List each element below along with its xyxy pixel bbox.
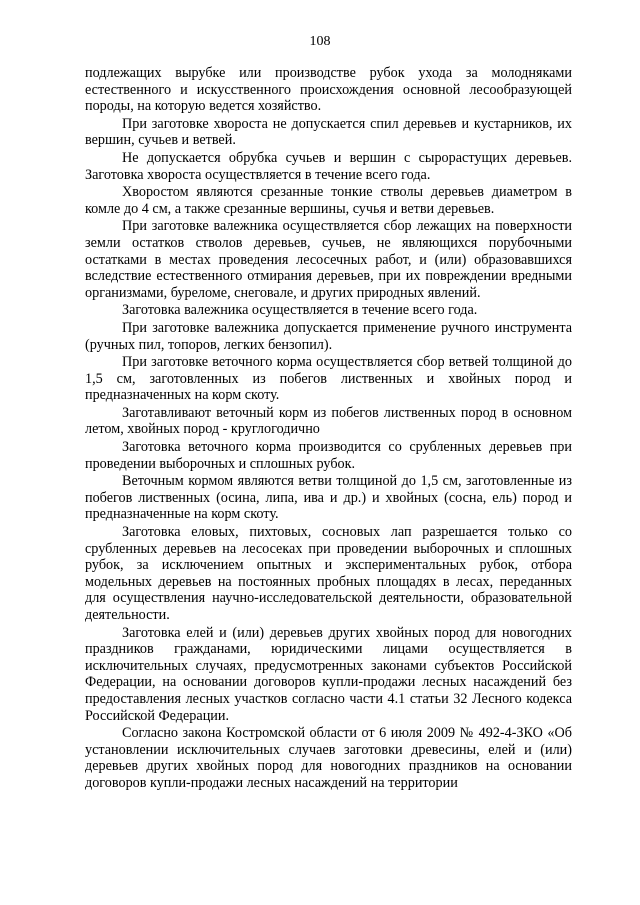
paragraph: Согласно закона Костромской области от 6 июля 2009 № 492-4-ЗКО «Об установлении исключительных случаев заготовки древесины, елей и (или) деревьев других хвойных пород для новогодних праздников на основании договоров купли-продажи лесных насаждений на территории [85,725,572,791]
paragraph: Веточным кормом являются ветви толщиной до 1,5 см, заготовленные из побегов лиственных (осина, липа, ива и др.) и хвойных (сосна, ель) пород и предназначенные на корм скоту. [85,473,572,523]
paragraph: Заготавливают веточный корм из побегов лиственных пород в основном летом, хвойных пород - круглогодично [85,404,572,438]
paragraph-continuation: подлежащих вырубке или производстве рубок ухода за молодняками естественного и искусственного происхождения основной лесообразующей породы, на которую ведется хозяйство. [85,65,572,115]
paragraph: Заготовка валежника осуществляется в течение всего года. [122,302,478,319]
paragraph: Заготовка елей и (или) деревьев других хвойных пород для новогодних праздников гражданами, юридическими лицами осуществляется в исключительных случаях, предусмотренных законами субъектов Российской Федерации, на основании договоров купли-продажи лесных насаждений без предоставления лесных участков согласно части 4.1 статьи 32 Лесного кодекса Российской Федерации. [85,624,572,724]
paragraph: При заготовке веточного корма осуществляется сбор ветвей толщиной до 1,5 см, заготовленных из побегов лиственных и хвойных пород и предназначенных на корм скоту. [85,354,572,404]
paragraph: Заготовка веточного корма производится со срубленных деревьев при проведении выборочных и сплошных рубок. [85,439,572,472]
paragraph: Хворостом являются срезанные тонкие стволы деревьев диаметром в комле до 4 см, а также срезанные вершины, сучья и ветви деревьев. [85,184,572,217]
paragraph: Не допускается обрубка сучьев и вершин с сырорастущих деревьев. Заготовка хвороста осуществляется в течение всего года. [85,149,572,183]
page-number: 108 [309,34,331,49]
body-text [85,65,572,793]
paragraph: При заготовке валежника осуществляется сбор лежащих на поверхности земли остатков стволов деревьев, сучьев, не являющихся порубочными остатками в местах проведения лесосечных работ, и (или) образовавшихся вследствие естественного отмирания деревьев, при их повреждении вредными организмами, буреломе, снеговале, и других природных явлений. [85,218,572,301]
paragraph: При заготовке валежника допускается применение ручного инструмента (ручных пил, топоров, легких бензопил). [85,319,572,353]
paragraph: Заготовка еловых, пихтовых, сосновых лап разрешается только со срубленных деревьев на лесосеках при проведении выборочных и сплошных рубок, за исключением опытных и экспериментальных рубок, отбора модельных деревьев на постоянных пробных площадях в лесах, переданных для осуществления научно-исследовательской деятельности, образовательной деятельности. [85,524,572,623]
paragraph: При заготовке хвороста не допускается спил деревьев и кустарников, их вершин, сучьев и ветвей. [85,115,572,149]
